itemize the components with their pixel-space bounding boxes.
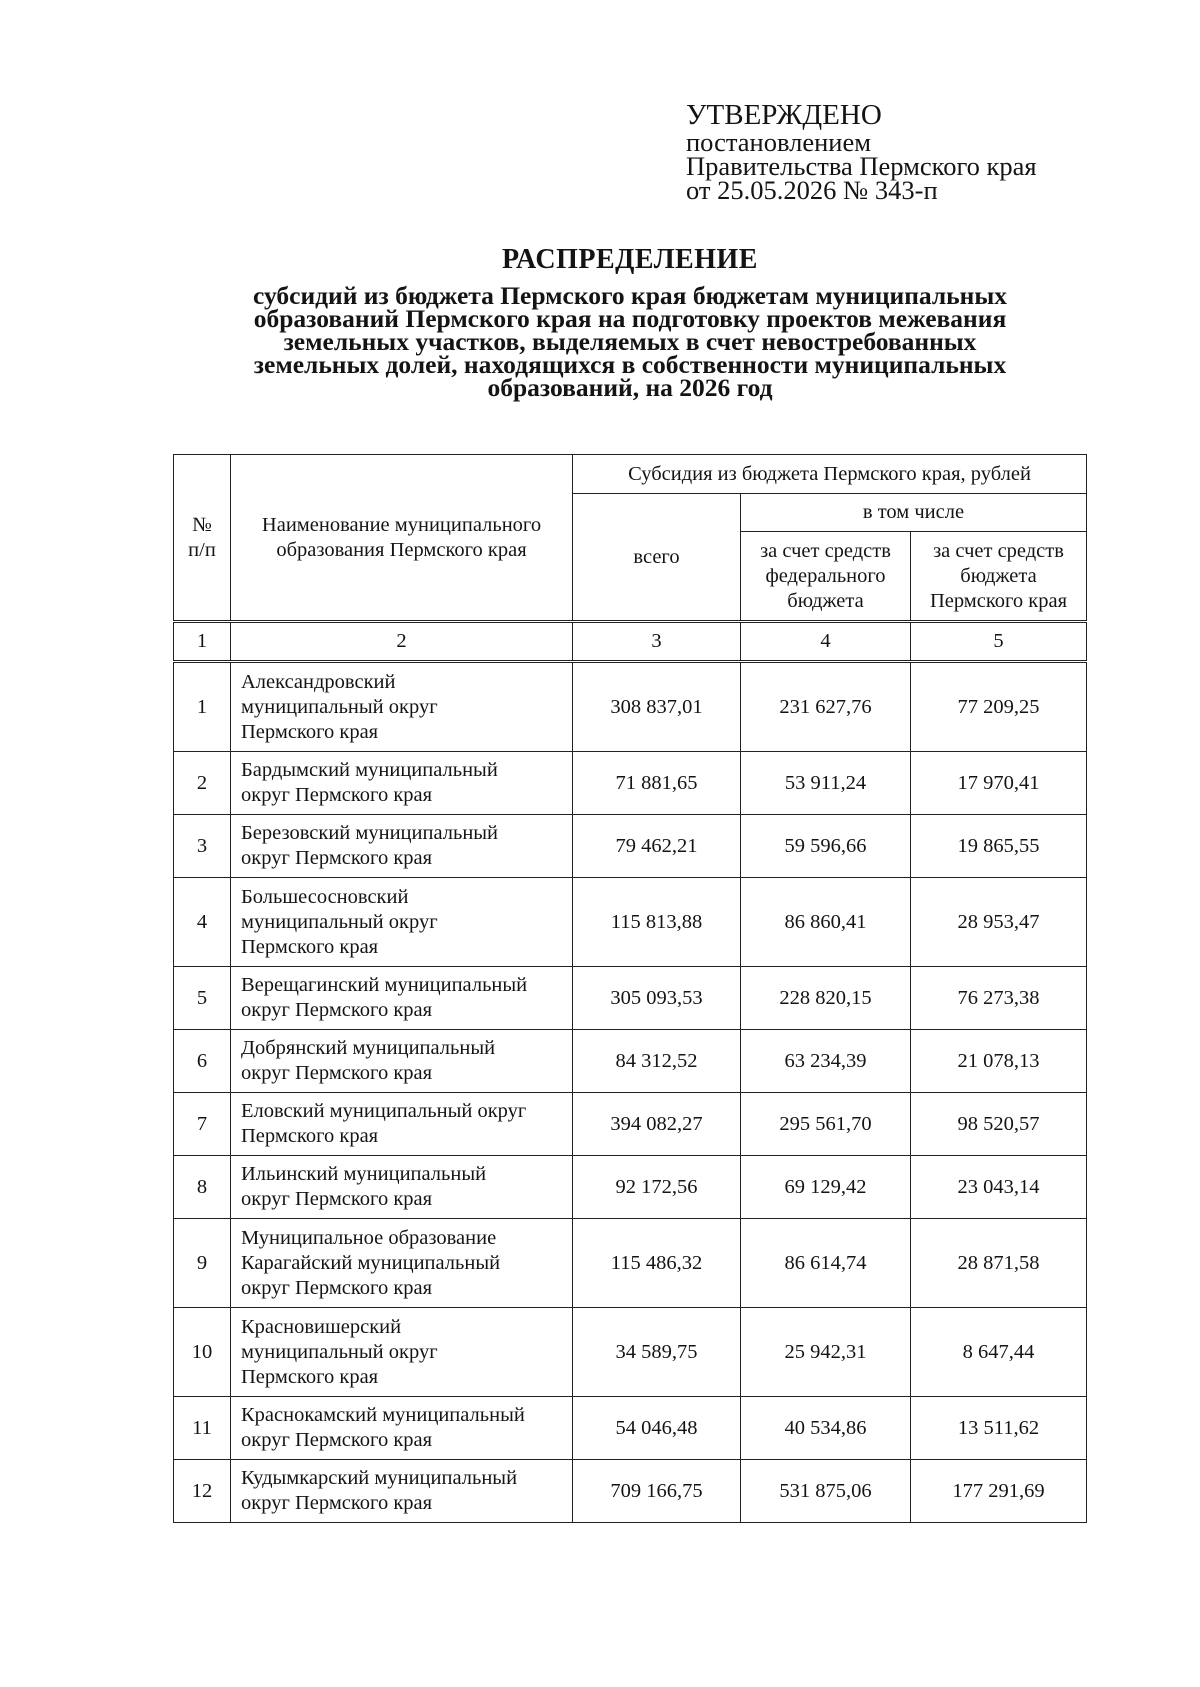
header-number-line-2: п/п <box>188 538 216 561</box>
approval-line-2: Правительства Пермского края <box>686 151 1037 181</box>
header-municipality-line-2: образования Пермского края <box>276 538 527 561</box>
municipality-name-line: Муниципальное образование <box>241 1226 497 1249</box>
total-amount: 115 813,88 <box>573 878 741 967</box>
municipality-name-line: Александровский <box>241 670 396 693</box>
federal-amount: 63 234,39 <box>741 1030 911 1093</box>
header-number-line-1: № <box>192 513 212 536</box>
regional-amount: 177 291,69 <box>911 1460 1087 1523</box>
row-number: 4 <box>174 878 231 967</box>
column-number-cell: 3 <box>573 622 741 662</box>
municipality-name <box>231 878 573 967</box>
header-municipality-line-1: Наименование муниципального <box>261 513 542 536</box>
approval-line-1: постановлением <box>686 127 871 157</box>
municipality-name-line: Пермского края <box>241 1125 379 1147</box>
regional-amount: 19 865,55 <box>911 815 1087 878</box>
municipality-name <box>231 662 573 752</box>
municipality-name-line: Еловский муниципальный округ <box>241 1100 527 1122</box>
row-number: 10 <box>174 1308 231 1397</box>
municipality-name-line: муниципальный округ <box>241 1340 438 1363</box>
municipality-name-line: Пермского края <box>241 1365 379 1388</box>
total-amount: 34 589,75 <box>573 1308 741 1397</box>
approval-heading: УТВЕРЖДЕНО <box>686 99 882 131</box>
header-number <box>174 455 231 622</box>
row-number: 11 <box>174 1397 231 1460</box>
regional-amount: 8 647,44 <box>911 1308 1087 1397</box>
subtitle-line-2: образований Пермского края на подготовку проектов межевания <box>253 304 1007 333</box>
federal-amount: 53 911,24 <box>741 752 911 815</box>
table-row <box>174 815 1087 878</box>
total-amount: 79 462,21 <box>573 815 741 878</box>
regional-amount: 77 209,25 <box>911 662 1087 752</box>
federal-amount: 69 129,42 <box>741 1156 911 1219</box>
document-title: РАСПРЕДЕЛЕНИЕ <box>502 244 758 275</box>
row-number: 6 <box>174 1030 231 1093</box>
municipality-name-line: Пермского края <box>241 935 379 958</box>
federal-amount: 25 942,31 <box>741 1308 911 1397</box>
header-total: всего <box>573 494 741 622</box>
row-number: 3 <box>174 815 231 878</box>
regional-amount: 98 520,57 <box>911 1093 1087 1156</box>
regional-amount: 17 970,41 <box>911 752 1087 815</box>
total-amount: 305 093,53 <box>573 967 741 1030</box>
total-amount: 54 046,48 <box>573 1397 741 1460</box>
table-row <box>174 1397 1087 1460</box>
municipality-name-line: Большесосновский <box>241 885 409 908</box>
municipality-name <box>231 1219 573 1308</box>
municipality-name-line: округ Пермского края <box>241 1429 433 1451</box>
municipality-name-line: округ Пермского края <box>241 1062 433 1084</box>
municipality-name-line: округ Пермского края <box>241 1276 433 1299</box>
total-amount: 71 881,65 <box>573 752 741 815</box>
header-federal-line-1: за счет средств <box>760 539 891 562</box>
subsidy-table <box>173 454 1087 1523</box>
municipality-name-line: муниципальный округ <box>241 695 438 718</box>
municipality-name-line: Карагайский муниципальный <box>241 1251 501 1274</box>
municipality-name <box>231 1397 573 1460</box>
column-number-cell: 5 <box>911 622 1087 662</box>
municipality-name-line: округ Пермского края <box>241 999 433 1021</box>
municipality-name-line: Березовский муниципальный <box>241 822 499 844</box>
total-amount: 92 172,56 <box>573 1156 741 1219</box>
municipality-name-line: Пермского края <box>241 720 379 743</box>
municipality-name-line: муниципальный округ <box>241 910 438 933</box>
municipality-name <box>231 815 573 878</box>
subtitle-line-5: образований, на 2026 год <box>487 373 773 402</box>
municipality-name <box>231 1460 573 1523</box>
row-number: 8 <box>174 1156 231 1219</box>
municipality-name-line: Ильинский муниципальный <box>241 1163 487 1185</box>
total-amount: 709 166,75 <box>573 1460 741 1523</box>
table-row <box>174 1093 1087 1156</box>
approval-stamp <box>686 99 1146 205</box>
regional-amount: 28 953,47 <box>911 878 1087 967</box>
municipality-name-line: Красновишерский <box>241 1315 402 1338</box>
municipality-name-line: Верещагинский муниципальный <box>241 974 528 996</box>
municipality-name <box>231 752 573 815</box>
municipality-name-line: Краснокамский муниципальный <box>241 1404 525 1426</box>
federal-amount: 86 860,41 <box>741 878 911 967</box>
total-amount: 394 082,27 <box>573 1093 741 1156</box>
regional-amount: 13 511,62 <box>911 1397 1087 1460</box>
federal-amount: 228 820,15 <box>741 967 911 1030</box>
column-number-cell: 2 <box>231 622 573 662</box>
regional-amount: 28 871,58 <box>911 1219 1087 1308</box>
subtitle-line-1: субсидий из бюджета Пермского края бюджетам муниципальных <box>252 281 1008 310</box>
municipality-name-line: Бардымский муниципальный <box>241 759 498 781</box>
table-row <box>174 1156 1087 1219</box>
total-amount: 115 486,32 <box>573 1219 741 1308</box>
subtitle-line-3: земельных участков, выделяемых в счет невостребованных <box>283 327 977 356</box>
row-number: 9 <box>174 1219 231 1308</box>
header-federal-line-2: федерального <box>765 564 886 587</box>
federal-amount: 531 875,06 <box>741 1460 911 1523</box>
regional-amount: 21 078,13 <box>911 1030 1087 1093</box>
municipality-name-line: Кудымкарский муниципальный <box>241 1467 518 1489</box>
federal-amount: 59 596,66 <box>741 815 911 878</box>
row-number: 2 <box>174 752 231 815</box>
table-row <box>174 967 1087 1030</box>
table-row <box>174 878 1087 967</box>
row-number: 1 <box>174 662 231 752</box>
column-number-cell: 1 <box>174 622 231 662</box>
header-regional-line-1: за счет средств <box>933 539 1064 562</box>
subtitle-line-4: земельных долей, находящихся в собственности муниципальных <box>253 350 1007 379</box>
municipality-name-line: округ Пермского края <box>241 1492 433 1514</box>
row-number: 12 <box>174 1460 231 1523</box>
municipality-name-line: округ Пермского края <box>241 784 433 806</box>
municipality-name <box>231 1030 573 1093</box>
municipality-name-line: округ Пермского края <box>241 847 433 869</box>
table-row <box>174 752 1087 815</box>
header-including: в том числе <box>741 494 1087 532</box>
total-amount: 84 312,52 <box>573 1030 741 1093</box>
row-number: 5 <box>174 967 231 1030</box>
header-federal-line-3: бюджета <box>787 589 864 612</box>
table-row <box>174 662 1087 752</box>
municipality-name <box>231 1093 573 1156</box>
column-number-row <box>174 622 1087 662</box>
municipality-name <box>231 1156 573 1219</box>
federal-amount: 40 534,86 <box>741 1397 911 1460</box>
approval-line-3: от 25.05.2026 № 343-п <box>686 175 938 205</box>
municipality-name <box>231 967 573 1030</box>
municipality-name <box>231 1308 573 1397</box>
document-subtitle <box>172 281 1088 402</box>
table-row <box>174 1030 1087 1093</box>
municipality-name-line: Добрянский муниципальный <box>241 1037 496 1059</box>
federal-amount: 86 614,74 <box>741 1219 911 1308</box>
header-municipality <box>231 455 573 622</box>
column-number-cell: 4 <box>741 622 911 662</box>
regional-amount: 76 273,38 <box>911 967 1087 1030</box>
header-subsidy: Субсидия из бюджета Пермского края, рублей <box>573 455 1087 494</box>
table-body <box>174 622 1087 1523</box>
regional-amount: 23 043,14 <box>911 1156 1087 1219</box>
header-regional <box>911 532 1087 622</box>
municipality-name-line: округ Пермского края <box>241 1188 433 1210</box>
total-amount: 308 837,01 <box>573 662 741 752</box>
row-number: 7 <box>174 1093 231 1156</box>
federal-amount: 295 561,70 <box>741 1093 911 1156</box>
header-regional-line-3: Пермского края <box>929 589 1068 612</box>
table-row <box>174 1460 1087 1523</box>
header-regional-line-2: бюджета <box>960 564 1037 587</box>
table-row <box>174 1308 1087 1397</box>
federal-amount: 231 627,76 <box>741 662 911 752</box>
header-federal <box>741 532 911 622</box>
subsidy-table-container <box>173 454 1086 1523</box>
table-row <box>174 1219 1087 1308</box>
